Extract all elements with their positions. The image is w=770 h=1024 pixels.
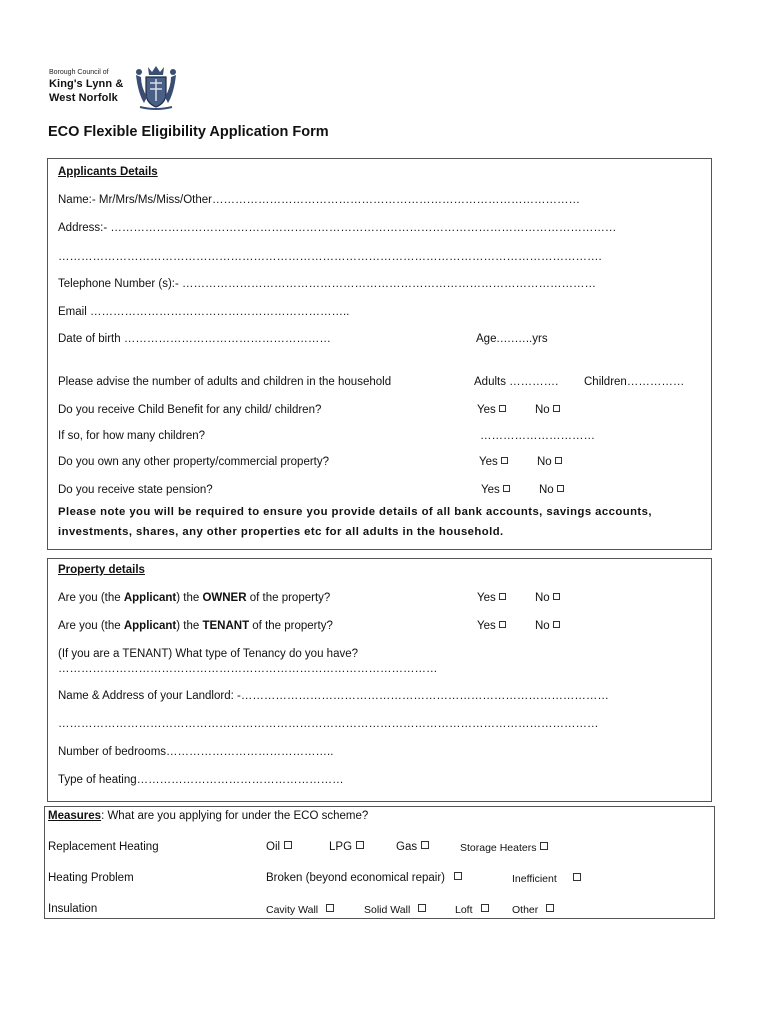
- checkbox-icon: [553, 621, 560, 628]
- yes-label: Yes: [477, 592, 496, 604]
- checkbox-icon: [284, 841, 292, 849]
- checkbox-icon: [573, 873, 581, 881]
- checkbox-icon: [454, 872, 462, 880]
- note-line1: Please note you will be required to ensure you provide details of all bank accounts, savings accounts,: [58, 506, 652, 518]
- no-label: No: [535, 592, 550, 604]
- council-logo: [49, 63, 184, 113]
- adults-field[interactable]: Adults ………….: [474, 376, 559, 388]
- tenancy-question: (If you are a TENANT) What type of Tenancy do you have?: [58, 648, 359, 660]
- replacement-heating-label: Replacement Heating: [48, 841, 159, 853]
- owner-no[interactable]: [535, 592, 560, 604]
- heating-problem-label: Heating Problem: [48, 872, 134, 884]
- applicants-section: [47, 158, 712, 550]
- owner-yes[interactable]: [477, 592, 506, 604]
- checkbox-icon: [418, 904, 426, 912]
- bedrooms-field[interactable]: Number of bedrooms……………………………………..: [58, 746, 334, 758]
- how-many-children-question: If so, for how many children?: [58, 430, 206, 442]
- inefficient-option[interactable]: Inefficient: [512, 873, 581, 885]
- property-section: [47, 558, 712, 802]
- checkbox-icon: [481, 904, 489, 912]
- yes-label: Yes: [477, 404, 496, 416]
- child-benefit-question: Do you receive Child Benefit for any child/ children?: [58, 404, 322, 416]
- logo-line3: West Norfolk: [49, 92, 118, 104]
- landlord-field-line2[interactable]: ……………………………………………………………………………………………………………………………: [58, 718, 599, 730]
- address-field-line2[interactable]: …………………………………………………………………………………………………………………………….: [58, 251, 602, 263]
- tenant-yes[interactable]: [477, 620, 506, 632]
- oil-option[interactable]: Oil: [266, 841, 292, 853]
- how-many-children-field[interactable]: …………………………: [480, 430, 595, 442]
- cavity-wall-option[interactable]: Cavity Wall: [266, 904, 334, 916]
- landlord-field[interactable]: Name & Address of your Landlord: -……………………………………………………………………………………: [58, 690, 609, 702]
- address-field[interactable]: Address:- ……………………………………………………………………………………………………………………: [58, 222, 617, 234]
- measures-section: [44, 806, 715, 919]
- checkbox-icon: [540, 842, 548, 850]
- loft-option[interactable]: Loft: [455, 904, 489, 916]
- owner-question: Are you (the Applicant) the OWNER of the property?: [58, 592, 331, 604]
- applicants-heading: Applicants Details: [58, 166, 158, 178]
- solid-wall-option[interactable]: Solid Wall: [364, 904, 426, 916]
- checkbox-icon: [553, 593, 560, 600]
- no-label: No: [535, 404, 550, 416]
- checkbox-icon: [326, 904, 334, 912]
- age-field[interactable]: Age.….…..yrs: [476, 333, 548, 345]
- checkbox-icon: [499, 621, 506, 628]
- state-pension-no[interactable]: [539, 484, 564, 496]
- checkbox-icon: [503, 485, 510, 492]
- page-title: ECO Flexible Eligibility Application Form: [48, 124, 329, 140]
- no-label: No: [535, 620, 550, 632]
- child-benefit-yes[interactable]: [477, 404, 506, 416]
- checkbox-icon: [499, 405, 506, 412]
- gas-option[interactable]: Gas: [396, 841, 429, 853]
- lpg-option[interactable]: LPG: [329, 841, 364, 853]
- telephone-field[interactable]: Telephone Number (s):- ………………………………………………………………………………………………: [58, 278, 596, 290]
- state-pension-yes[interactable]: [481, 484, 510, 496]
- logo-line2: King's Lynn &: [49, 78, 124, 90]
- logo-line1: Borough Council of: [49, 69, 109, 76]
- note-line2: investments, shares, any other properties etc for all adults in the household.: [58, 526, 504, 538]
- checkbox-icon: [501, 457, 508, 464]
- own-property-yes[interactable]: [479, 456, 508, 468]
- measures-question: Measures: What are you applying for under the ECO scheme?: [48, 810, 369, 822]
- no-label: No: [539, 484, 554, 496]
- checkbox-icon: [546, 904, 554, 912]
- own-property-question: Do you own any other property/commercial property?: [58, 456, 330, 468]
- tenant-no[interactable]: [535, 620, 560, 632]
- checkbox-icon: [553, 405, 560, 412]
- insulation-label: Insulation: [48, 903, 98, 915]
- heating-type-field[interactable]: Type of heating………………………………………………: [58, 774, 344, 786]
- dob-field[interactable]: Date of birth ………………………………………………: [58, 333, 331, 345]
- storage-heaters-option[interactable]: Storage Heaters: [460, 842, 548, 854]
- children-field[interactable]: Children……………: [584, 376, 685, 388]
- other-option[interactable]: Other: [512, 904, 554, 916]
- household-question: Please advise the number of adults and children in the household: [58, 376, 392, 388]
- broken-option[interactable]: Broken (beyond economical repair): [266, 872, 462, 884]
- checkbox-icon: [557, 485, 564, 492]
- state-pension-question: Do you receive state pension?: [58, 484, 213, 496]
- property-heading: Property details: [58, 564, 145, 576]
- tenant-question: Are you (the Applicant) the TENANT of the property?: [58, 620, 333, 632]
- name-field[interactable]: Name:- Mr/Mrs/Ms/Miss/Other……………………………………………………………………………………: [58, 194, 580, 206]
- checkbox-icon: [555, 457, 562, 464]
- yes-label: Yes: [481, 484, 500, 496]
- checkbox-icon: [421, 841, 429, 849]
- checkbox-icon: [356, 841, 364, 849]
- no-label: No: [537, 456, 552, 468]
- email-field[interactable]: Email …………………………………………………………..: [58, 306, 350, 318]
- council-crest-icon: [132, 63, 180, 111]
- yes-label: Yes: [479, 456, 498, 468]
- yes-label: Yes: [477, 620, 496, 632]
- tenancy-field[interactable]: ………………………………………………………………………………………: [58, 663, 438, 675]
- own-property-no[interactable]: [537, 456, 562, 468]
- child-benefit-no[interactable]: [535, 404, 560, 416]
- checkbox-icon: [499, 593, 506, 600]
